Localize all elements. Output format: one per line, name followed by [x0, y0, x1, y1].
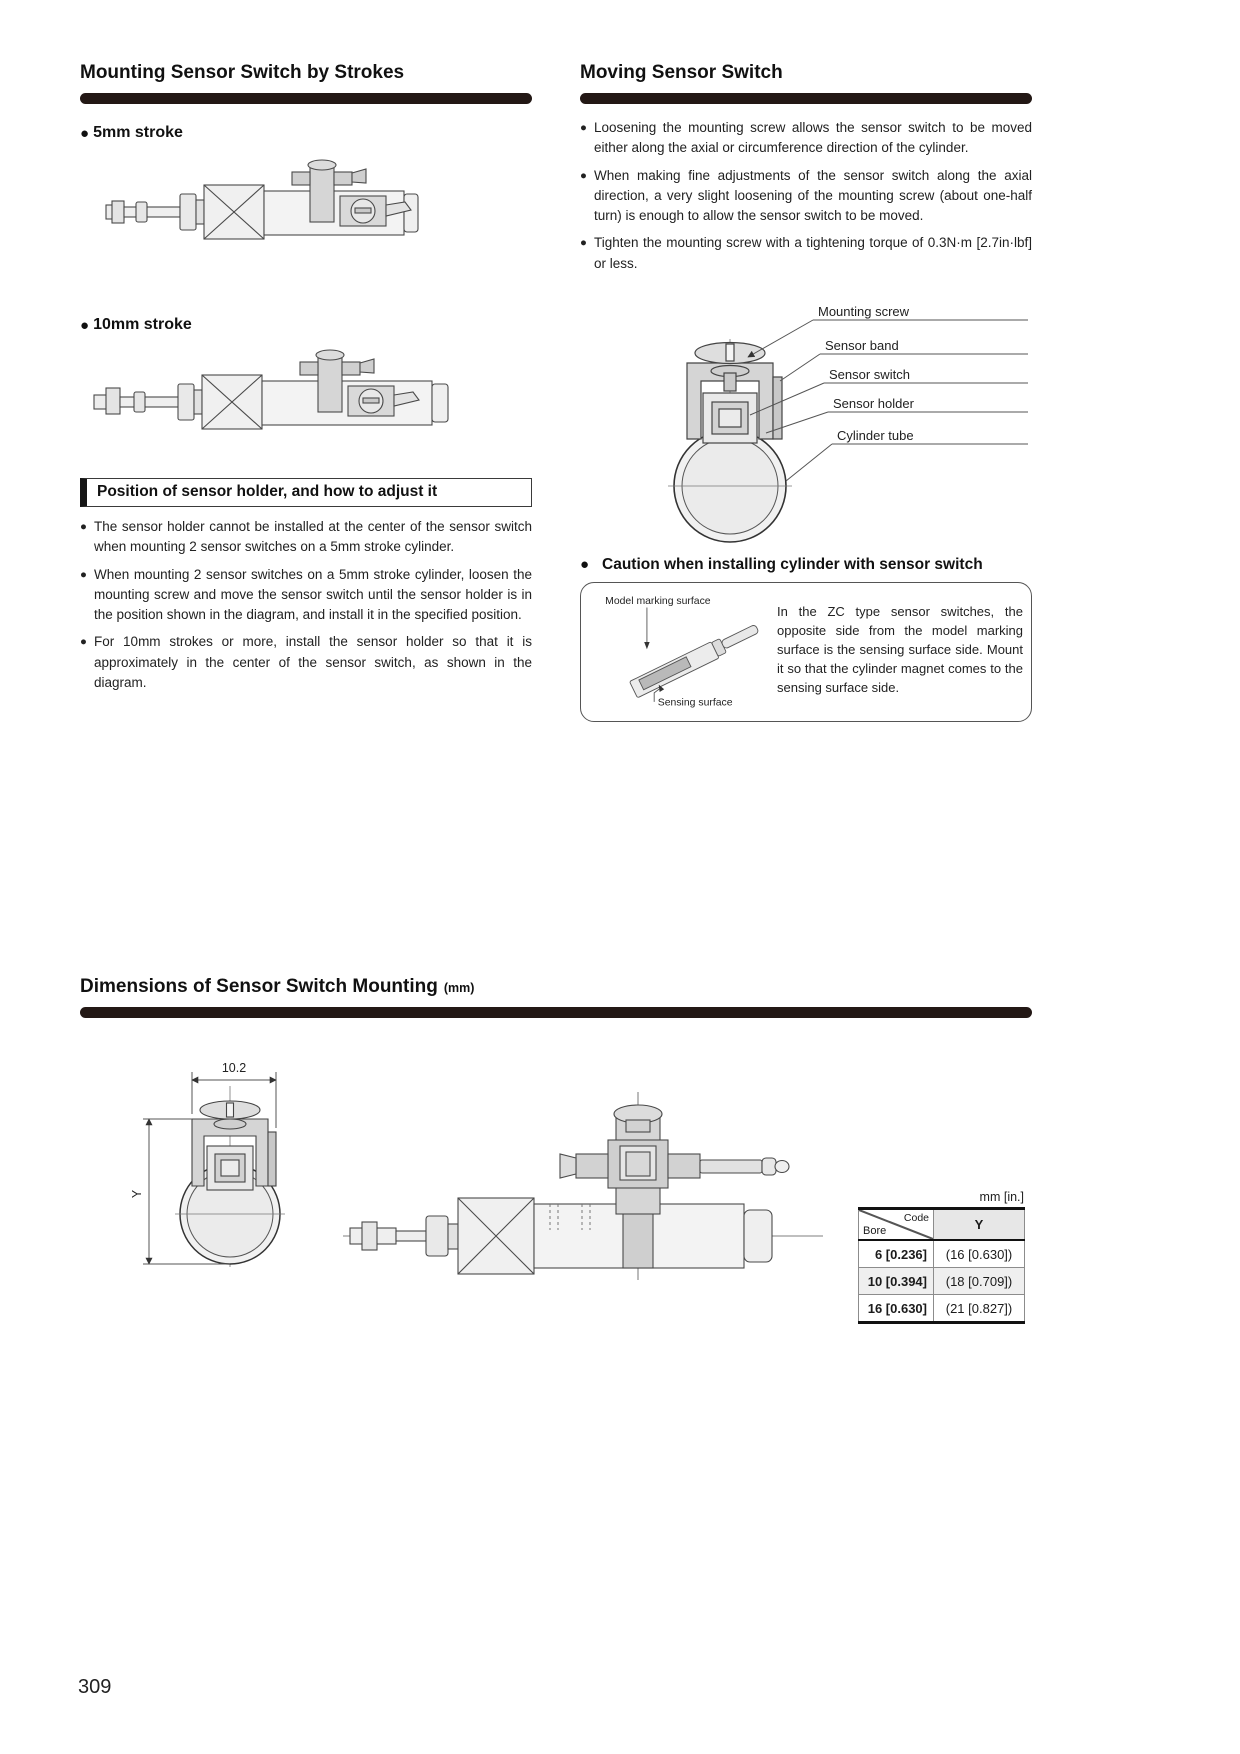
label-cylinder-tube: Cylinder tube — [837, 427, 914, 443]
y-value: (21 [0.827]) — [934, 1295, 1025, 1323]
column-header-y: Y — [934, 1209, 1025, 1241]
left-column — [80, 62, 532, 700]
caution-heading — [580, 555, 1032, 574]
dimensions-title-text: Dimensions of Sensor Switch Mounting — [80, 976, 438, 997]
table-row — [859, 1268, 1025, 1295]
y-value: (16 [0.630]) — [934, 1240, 1025, 1268]
bullet-text: Loosening the mounting screw allows the sensor switch to be moved either along the axial or circumference direction of the cylinder. — [594, 120, 1032, 156]
label-sensing-surface: Sensing surface — [657, 697, 733, 709]
bullet-icon: ● — [80, 521, 87, 533]
caution-box — [580, 582, 1032, 722]
sensor-switch-iso-diagram — [593, 593, 778, 711]
section-title-dimensions — [80, 976, 1032, 999]
bullet-text: When mounting 2 sensor switches on a 5mm stroke cylinder, loosen the mounting screw and move the sensor switch until the sensor holder is in the position shown in the diagram, and install it in the specified position. — [94, 566, 532, 622]
label-model-marking-surface: Model marking surface — [605, 596, 711, 608]
title-bar — [80, 1007, 1032, 1018]
bullet-text: For 10mm strokes or more, install the sensor holder so that it is approximately in the center of the sensor switch, as shown in the diagram. — [94, 634, 532, 690]
cylinder-5mm-diagram — [100, 158, 440, 270]
bullet-icon: ● — [580, 555, 590, 573]
dimensions-section — [80, 976, 1032, 1356]
sensor-cross-section-diagram — [580, 281, 1032, 543]
section-title-mounting: Mounting Sensor Switch by Strokes — [80, 62, 405, 83]
y-value: (18 [0.709]) — [934, 1268, 1025, 1295]
bullet-text: Tighten the mounting screw with a tightening torque of 0.3N·m [2.7in·lbf] or less. — [594, 235, 1032, 271]
dimension-table-block — [858, 1190, 1028, 1324]
page-number: 309 — [78, 1676, 112, 1698]
bore-value: 6 [0.236] — [859, 1240, 934, 1268]
label-mounting-screw: Mounting screw — [818, 303, 910, 319]
corner-bore-label: Bore — [863, 1225, 887, 1237]
right-column — [580, 62, 1032, 722]
bullet-icon: ● — [80, 636, 87, 649]
caution-text: In the ZC type sensor switches, the opposite side from the model marking surface is the sensing surface side. Mount it so that the cylinder magnet comes to the sensing surface side. — [777, 604, 1023, 695]
section-title-moving: Moving Sensor Switch — [580, 62, 783, 83]
dim-width-value: 10.2 — [221, 1061, 247, 1075]
label-sensor-holder: Sensor holder — [833, 395, 914, 411]
bullet-text: When making fine adjustments of the sensor switch along the axial direction, a very slight loosening of the mounting screw (about one-half turn) is enough to allow the sensor switch to be moved. — [594, 167, 1032, 223]
corner-code-label: Code — [903, 1212, 929, 1224]
label-sensor-band: Sensor band — [825, 337, 899, 353]
dimension-table — [858, 1207, 1025, 1324]
bullet-icon: ● — [580, 237, 587, 250]
bore-value: 10 [0.394] — [859, 1268, 934, 1295]
bullet-item — [80, 632, 532, 693]
dimension-cross-section-diagram — [95, 1024, 345, 1269]
title-bar — [580, 93, 1032, 104]
bullet-item — [80, 565, 532, 626]
bullet-icon: ● — [580, 122, 587, 134]
table-row — [859, 1295, 1025, 1323]
dim-y-label: Y — [130, 1189, 144, 1199]
position-bullets — [80, 517, 532, 693]
bullet-icon: ● — [580, 169, 587, 182]
bullet-icon: ● — [80, 124, 90, 142]
bullet-item — [580, 166, 1032, 227]
cylinder-mounting-side-diagram — [338, 1084, 828, 1284]
stroke10-label: 10mm stroke — [93, 316, 192, 333]
stroke5-heading — [80, 124, 532, 142]
caution-title: Caution when installing cylinder with sensor switch — [602, 555, 983, 573]
moving-bullets — [580, 118, 1032, 274]
table-unit-note: mm [in.] — [979, 1190, 1024, 1204]
bore-value: 16 [0.630] — [859, 1295, 934, 1323]
cylinder-10mm-diagram — [90, 348, 460, 460]
bullet-item — [80, 517, 532, 558]
dimensions-unit-suffix: (mm) — [443, 981, 475, 995]
bullet-item — [580, 118, 1032, 159]
bullet-icon: ● — [80, 568, 87, 581]
bullet-icon: ● — [80, 316, 90, 334]
table-row — [859, 1240, 1025, 1268]
stroke10-heading — [80, 316, 532, 334]
bullet-item — [580, 233, 1032, 274]
title-bar — [80, 93, 532, 104]
stroke5-label: 5mm stroke — [93, 124, 183, 141]
label-sensor-switch: Sensor switch — [829, 366, 910, 382]
position-box-title: Position of sensor holder, and how to adjust it — [80, 478, 532, 507]
bullet-text: The sensor holder cannot be installed at the center of the sensor switch when mounting 2 sensor switches on a 5mm stroke cylinder. — [94, 519, 532, 555]
table-corner-cell — [859, 1209, 934, 1241]
